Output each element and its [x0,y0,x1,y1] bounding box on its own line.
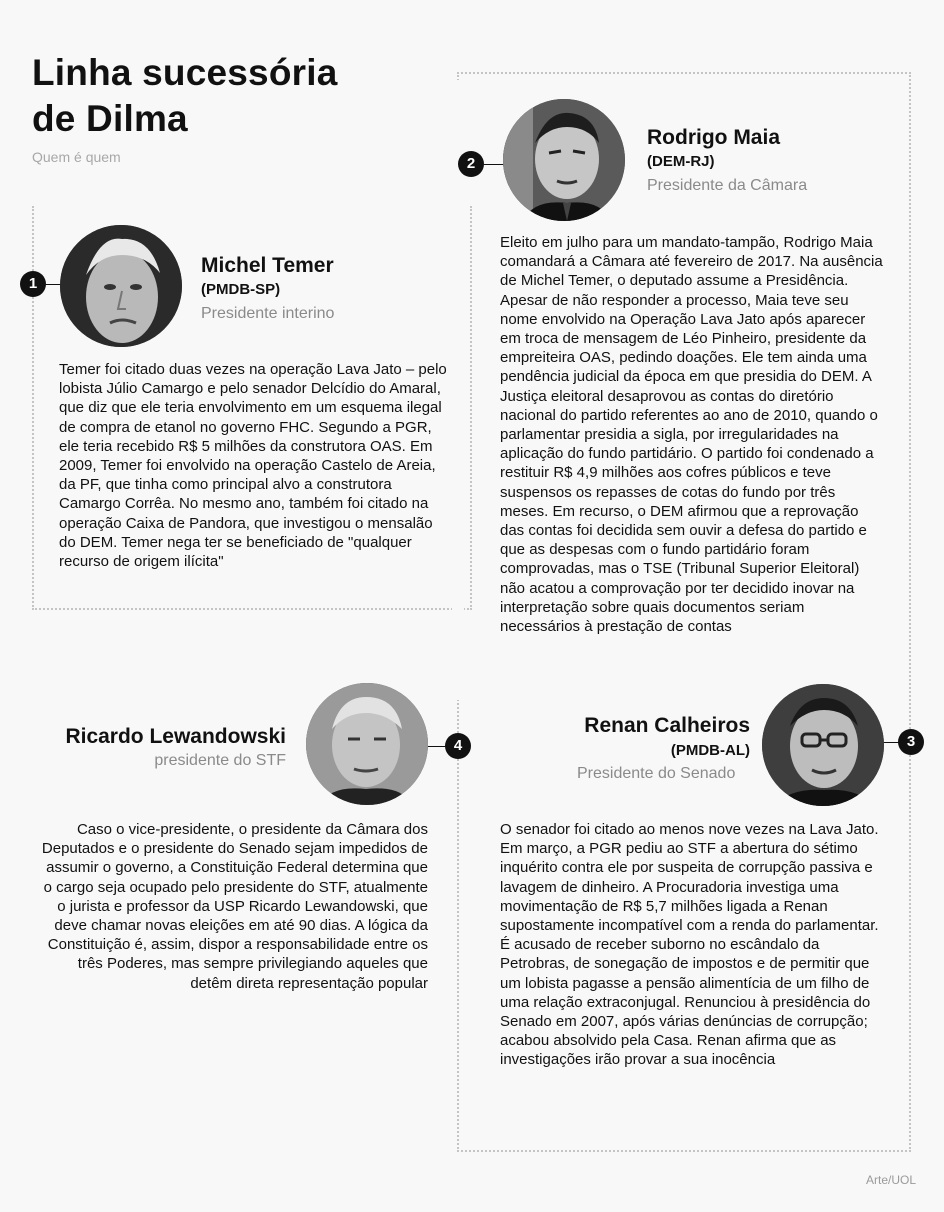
person-bio: O senador foi citado ao menos nove vezes na Lava Jato. Em março, a PGR pediu ao STF a abertura do sétimo inquérito contra ele por suspeita de corrupção passiva e lavagem de dinheiro. A Procuradoria investiga uma movimentação de R$ 5,7 milhões ligada a Renan supostamente incompatível com a renda do parlamentar. É acusado de receber suborno no escândalo da Petrobras, de sonegação de impostos e de permitir que um lobista pagasse a pensão alimentícia de um filho de uma relação extraconjugal. Renunciou à presidência do Senado em 2007, após várias denúncias de corrupção; acabou absolvido pela Casa. Renan afirma que as investigações irão provar a sua inocência [500,821,879,1069]
person-bio: Eleito em julho para um mandato-tampão, Rodrigo Maia comandará a Câmara até fevereiro de 2017. Na ausência de Michel Temer, o deputado assume a Presidência. Apesar de não responder a processo, Maia teve seu nome envolvido na Operação Lava Jato após aparecer em troca de mensagem de Léo Pinheiro, presidente da empreiteira OAS, pedindo doações. Ele tem ainda uma pendência judicial da época em que presidia do DEM. A Justiça eleitoral desaprovou as contas do diretório nacional do partido referentes ao ano de 2010, quando o parlamentar presidia a sigla, por irregularidades na aplicação do fundo partidário. O partido foi condenado a restituir R$ 4,9 milhões aos cofres públicos e teve suspensos os repasses de cotas do fundo por três meses. Em recurso, o DEM afirmou que a reprovação das contas foi decidida sem ouvir a defesa do partido e que as despesas com o fundo partidário foram comprovadas, mas o TSE (Tribunal Superior Eleitoral) não acatou a comprovação por ter decidido inovar na interpretação sobre quais documentos seriam necessários à prestação de contas [500,234,883,636]
title-line-2: de Dilma [32,98,188,139]
connector-2 [484,164,504,165]
person-bio: Temer foi citado duas vezes na operação Lava Jato – pelo lobista Júlio Camargo e pelo senador Delcídio do Amaral, que diz que ele teria envolvimento em um esquema ilegal de compra de etanol no governo FHC. Segundo a PGR, ele teria recebido R$ 5 milhões da construtora OAS. Em 2009, Temer foi envolvido na operação Castelo de Areia, da PF, que tinha como principal alvo a construtora Camargo Corrêa. No mesmo ano, também foi citado na operação Caixa de Pandora, que investigou o mensalão do DEM. Temer nega ter se beneficiado de "qualquer recurso de origem ilícita" [59,361,447,571]
person-name: Michel Temer [201,254,334,277]
person-bio: Caso o vice-presidente, o presidente da Câmara dos Deputados e o presidente do Senado sejam impedidos de assumir o governo, a Constituição Federal determina que o cargo seja ocupado pelo presidente do STF, atualmente o jurista e professor da USP Ricardo Lewandowski, que deve chamar novas eleições em até 90 dias. A lógica da Constituição é, assim, dispor a responsabilidade entre os três Poderes, mas sempre privilegiando aqueles que detêm direta representação popular [41,821,428,992]
page-title [32,50,338,142]
person-name: Rodrigo Maia [647,126,781,149]
page-subtitle: Quem é quem [32,149,121,165]
connector-4 [427,746,447,747]
person-party: (DEM-RJ) [647,153,715,170]
number-badge-1: 1 [20,271,46,297]
title-line-1: Linha sucessória [32,52,338,93]
person-role: Presidente da Câmara [647,177,808,194]
maia-photo [503,99,625,221]
renan-photo [762,684,884,806]
credit: Arte/UOL [865,1173,916,1187]
person-name: Renan Calheiros [584,714,750,737]
number-badge-2: 2 [458,151,484,177]
person-name: Ricardo Lewandowski [65,725,286,748]
number-badge-4: 4 [445,733,471,759]
person-party: (PMDB-SP) [201,281,281,298]
person-party: (PMDB-AL) [670,742,750,759]
person-role: Presidente interino [201,305,335,322]
temer-photo [60,225,182,347]
lewandowski-photo [306,683,428,805]
number-badge-3: 3 [898,729,924,755]
person-role: Presidente do Senado [577,765,736,782]
person-role: presidente do STF [154,752,286,769]
